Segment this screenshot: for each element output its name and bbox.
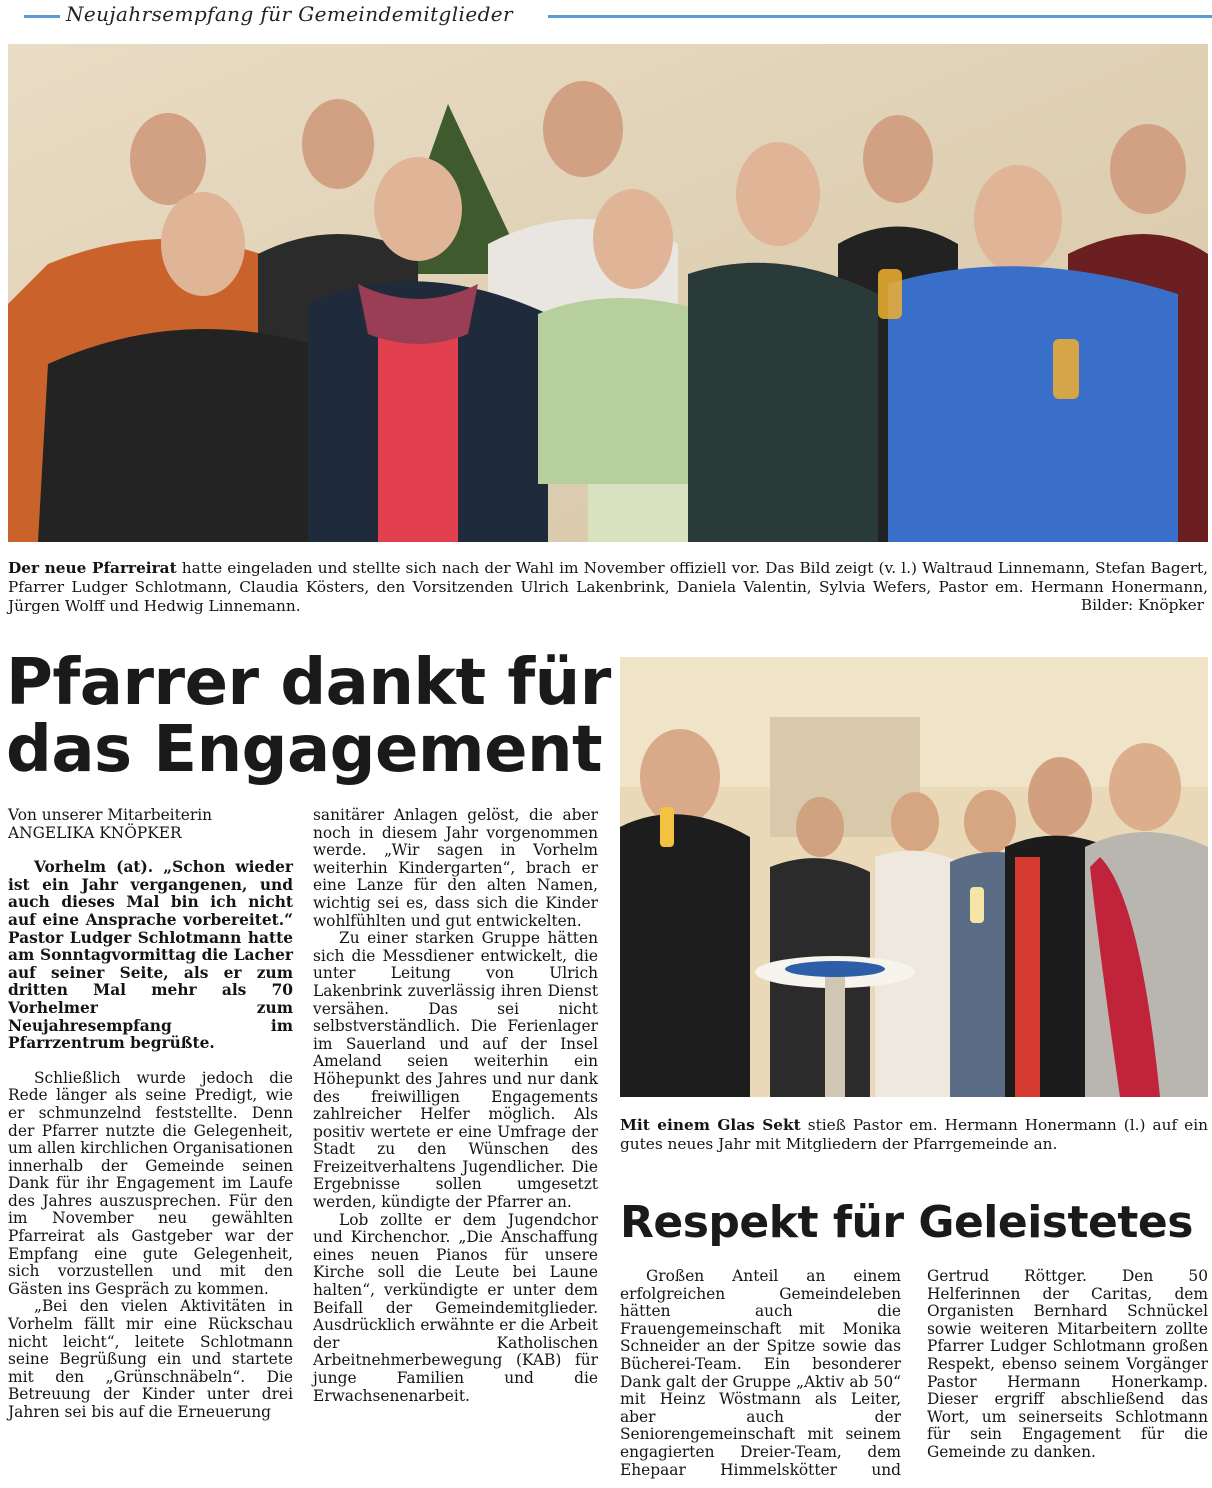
article-lead-paragraph: Vorhelm (at). „Schon wieder ist ein Jahr vergangenen, und auch dieses Mal bin ich nicht auf eine Ansprache vorbereitet.“ Pastor Ludger Schlotmann hatte am Sonntagvormittag die Lacher auf seiner Seite, als er zum dritten Mal mehr als 70 Vorhelmer zum Neujahresempfang im Pfarrzentrum begrüßte. [8,858,293,1053]
headline-main-line1: Pfarrer dankt für [6,646,611,720]
photo-credit: Bilder: Knöpker [1080,596,1204,614]
caption-text: hatte eingeladen und stellte sich nach der Wahl im November offiziell vor. Das Bild zeigt (v. l.) Waltraud Linnemann, Stefan Bagert, Pfarrer Ludger Schlotmann, Claudia Kösters, den Vorsitzenden Ulrich Lakenbrink, Daniela Valentin, Sylvia Wefers, Pastor em. Hermann Honermann, Jürgen Wolff und Hedwig Linnemann. [8,559,1209,616]
group-photo [8,44,1208,542]
article-paragraph: Großen Anteil an einem erfolgreichen Gemeindeleben hätten auch die Frauengemeinschaft mit Monika Schneider an der Spitze sowie das Bücherei-Team. Ein besonderer Dank galt der Gruppe „Aktiv ab 50“ mit Heinz Wöstmann als Leiter, aber auch der Seniorengemeinschaft mit seinem engagierten Dreier-Team, dem Ehepaar Himmelskötter und Gertrud Röttger. Den 50 Helferinnen der Caritas, dem Organisten Bernhard Schnückel sowie weiteren Mitarbeitern zollte Pfarrer Ludger Schlotmann großen Respekt, ebenso seinem Vorgänger Pastor Hermann Honerkamp. Dieser ergriff abschließend das Wort, um seinerseits Schlotmann für sein Engagement für die Gemeinde zu danken. [620,1267,1208,1479]
caption-lead: Der neue Pfarreirat [8,559,177,577]
article-paragraph: Lob zollte er dem Jugendchor und Kirchenchor. „Die Anschaffung eines neuen Pianos für unsere Kirche soll die Leute bei Laune halten“, verkündigte er unter dem Beifall der Gemeindemitglieder. Ausdrücklich erwähnte er die Arbeit der Katholischen Arbeitnehmerbewegung (KAB) für junge Familien und die Erwachsenenarbeit. [313,1210,598,1405]
kicker-text: Neujahrsempfang für Gemeindemitglieder [66,2,513,26]
photo-caption-reception [620,1116,1208,1154]
article-2-body [620,1268,1208,1480]
section-kicker [6,0,1206,32]
article-column-2 [313,807,598,1405]
article-paragraph: Zu einer starken Gruppe hätten sich die Messdiener entwickelt, die unter Leitung von Ulrich Lakenbrink zuverlässig ihren Dienst versähen. Das sei nicht selbstverständlich. Die Ferienlager im Sauerland und auf der Insel Ameland seien weiterhin ein Höhepunkt des Jahres und nur dank des freiwilligen Engagements zahlreicher Helfer möglich. Als positiv wertete er eine Umfrage der Stadt zu den Wünschen des Freizeitverhaltens Jugendlicher. Die Ergebnisse sollen umgesetzt werden, kündigte der Pfarrer an. [313,929,598,1212]
byline-author: ANGELIKA KNÖPKER [8,823,182,842]
kicker-rule-right [548,15,1212,18]
photo-caption-top [8,559,1208,617]
byline-line1: Von unserer Mitarbeiterin [8,806,213,824]
headline-secondary: Respekt für Geleistetes [620,1197,1193,1248]
article-paragraph: Schließlich wurde jedoch die Rede länger als seine Predigt, wie er schmunzelnd feststellte. Denn der Pfarrer nutzte die Gelegenheit, um allen kirchlichen Organisationen innerhalb der Gemeinde seinen Dank für ihr Engagement im Laufe des Jahres auszusprechen. Für den im November neu gewählten Pfarreirat als Gastgeber war der Empfang eine gute Gelegenheit, sich vorzustellen und mit den Gästen ins Gespräch zu kommen. [8,1068,293,1298]
article-paragraph: „Bei den vielen Aktivitäten in Vorhelm fällt mir eine Rückschau nicht leicht“, leitete Schlotmann seine Begrüßung ein und startete mit den „Grünschnäbeln“. Die Betreuung der Kinder unter drei Jahren sei bis auf die Erneuerung [8,1297,293,1421]
caption-lead: Mit einem Glas Sekt [620,1116,801,1134]
reception-photo [620,657,1208,1097]
article-paragraph: sanitärer Anlagen gelöst, die aber noch in diesem Jahr vorgenommen werde. „Wir sagen in Vorhelm weiterhin Kindergarten“, brach er eine Lanze für den alten Namen, wichtig sei es, dass sich die Kinder wohlfühlten und gut entwickelten. [313,806,598,930]
headline-main-line2: das Engagement [6,713,603,787]
caption-text: stieß Pastor em. Hermann Honermann (l.) auf ein gutes neues Jahr mit Mitgliedern der Pfarrgemeinde an. [620,1116,1208,1154]
kicker-rule-left [24,15,60,18]
article-column-1 [8,807,293,1422]
